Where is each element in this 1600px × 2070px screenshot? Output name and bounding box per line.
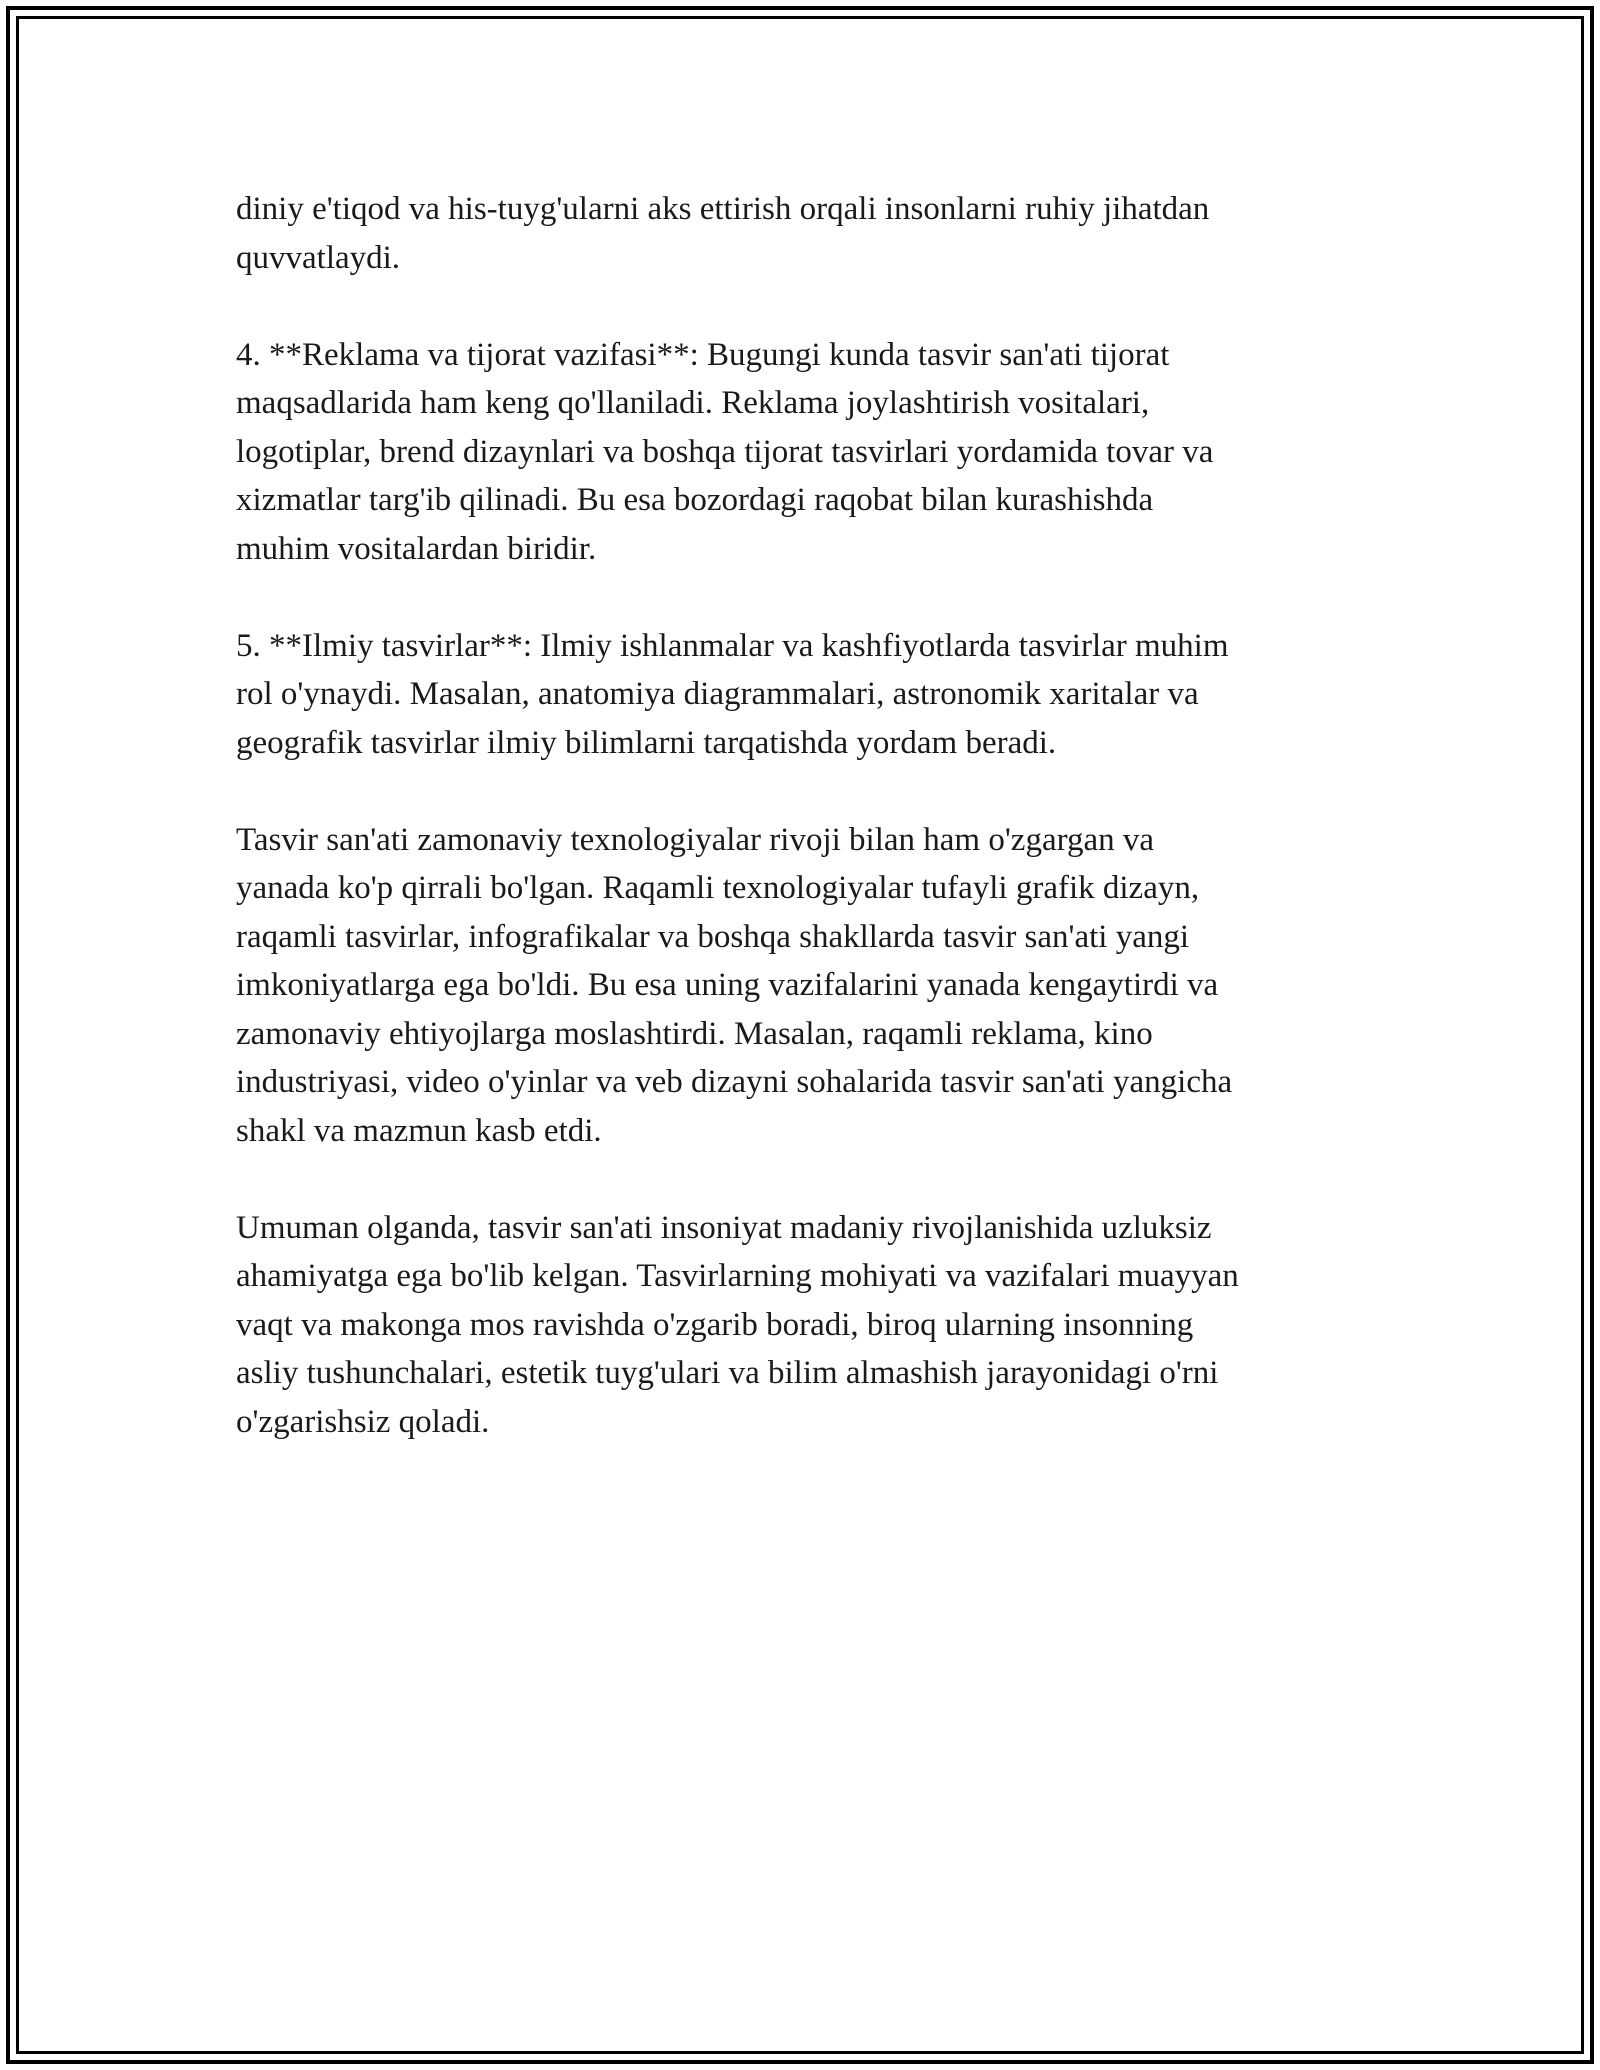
text-line: maqsadlarida ham keng qo'llaniladi. Reklama joylashtirish vositalari, — [236, 385, 1150, 421]
text-line: asliy tushunchalari, estetik tuyg'ulari va bilim almashish jarayonidagi o'rni — [236, 1355, 1219, 1391]
text-line: industriyasi, video o'yinlar va veb dizayni sohalarida tasvir san'ati yangicha — [236, 1064, 1233, 1100]
text-line: ahamiyatga ega bo'lib kelgan. Tasvirlarning mohiyati va vazifalari muayyan — [236, 1258, 1239, 1294]
text-line: logotiplar, brend dizaynlari va boshqa tijorat tasvirlari yordamida tovar va — [236, 433, 1214, 470]
text-line: vaqt va makonga mos ravishda o'zgarib boradi, biroq ularning insonning — [236, 1306, 1194, 1343]
text-line: Umuman olganda, tasvir san'ati insoniyat madaniy rivojlanishida uzluksiz — [236, 1209, 1212, 1246]
text-line: yanada ko'p qirrali bo'lgan. Raqamli texnologiyalar tufayli grafik dizayn, — [236, 870, 1200, 906]
text-line: imkoniyatlarga ega bo'ldi. Bu esa uning vazifalarini yanada kengaytirdi va — [236, 967, 1219, 1003]
paragraph-item-4 — [236, 331, 1376, 574]
text-line: rol o'ynaydi. Masalan, anatomiya diagrammalari, astronomik xaritalar va — [236, 676, 1199, 712]
text-line: zamonaviy ehtiyojlarga moslashtirdi. Masalan, raqamli reklama, kino — [236, 1015, 1153, 1052]
paragraph-item-5 — [236, 622, 1376, 768]
text-line: geografik tasvirlar ilmiy bilimlarni tarqatishda yordam beradi. — [236, 724, 1057, 761]
text-line: raqamli tasvirlar, infografikalar va boshqa shakllarda tasvir san'ati yangi — [236, 918, 1190, 955]
paragraph-conclusion — [236, 1204, 1376, 1447]
paragraph-continuation — [236, 185, 1376, 282]
text-line: diniy e'tiqod va his-tuyg'ularni aks ettirish orqali insonlarni ruhiy jihatdan — [236, 191, 1210, 227]
text-line: Tasvir san'ati zamonaviy texnologiyalar rivoji bilan ham o'zgargan va — [236, 821, 1155, 858]
text-line: o'zgarishsiz qoladi. — [236, 1403, 490, 1440]
text-line: 5. **Ilmiy tasvirlar**: Ilmiy ishlanmalar va kashfiyotlarda tasvirlar muhim — [236, 627, 1229, 664]
text-line: xizmatlar targ'ib qilinadi. Bu esa bozordagi raqobat bilan kurashishda — [236, 482, 1154, 518]
text-line: muhim vositalardan biridir. — [236, 530, 597, 567]
text-line: 4. **Reklama va tijorat vazifasi**: Bugungi kunda tasvir san'ati tijorat — [236, 336, 1170, 373]
paragraph-modern-technology — [236, 816, 1376, 1156]
text-line: shakl va mazmun kasb etdi. — [236, 1112, 602, 1149]
text-line: quvvatlaydi. — [236, 239, 401, 276]
document-body — [236, 185, 1376, 1495]
